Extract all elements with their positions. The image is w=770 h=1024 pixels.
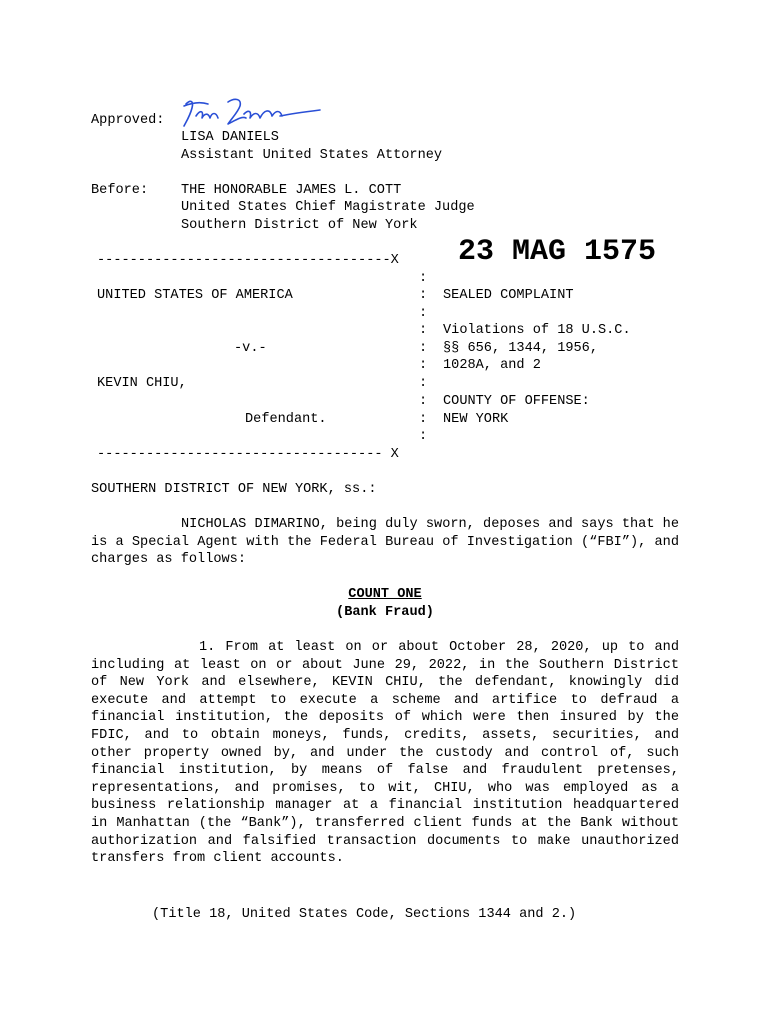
violations-line: 1028A, and 2 (443, 358, 541, 373)
caption-colon: : (419, 323, 428, 338)
county-label: COUNTY OF OFFENSE: (443, 394, 590, 409)
caption-colon: : (419, 271, 428, 286)
judge-name: THE HONORABLE JAMES L. COTT (181, 183, 402, 198)
caption-colon: : (419, 429, 428, 444)
caption-colon: : (419, 412, 428, 427)
docket-number: 23 MAG 1575 (458, 235, 657, 269)
caption-colon: : (419, 341, 428, 356)
venue-line: SOUTHERN DISTRICT OF NEW YORK, ss.: (91, 482, 377, 497)
caption-colon: : (419, 358, 428, 373)
before-label: Before: (91, 183, 149, 198)
county-value: NEW YORK (443, 412, 509, 427)
judge-title: United States Chief Magistrate Judge (181, 200, 475, 215)
plaintiff-name: UNITED STATES OF AMERICA (97, 288, 293, 303)
statute-citation: (Title 18, United States Code, Sections 1344 and 2.) (152, 907, 577, 922)
intro-paragraph: NICHOLAS DIMARINO, being duly sworn, deposes and says that he is a Special Agent with the Federal Bureau of Investigation (“FBI”), and charges as follows: (91, 517, 679, 568)
judge-district: Southern District of New York (181, 218, 418, 233)
violations-line: §§ 656, 1344, 1956, (443, 341, 598, 356)
violations-line: Violations of 18 U.S.C. (443, 323, 631, 338)
approved-label: Approved: (91, 113, 165, 128)
caption-bottom-rule: ----------------------------------- X (97, 447, 399, 462)
caption-colon: : (419, 306, 428, 321)
versus-label: -v.- (234, 341, 267, 356)
count-subheading: (Bank Fraud) (336, 605, 434, 620)
paragraph-1: 1. From at least on or about October 28, 2020, up to and including at least on or about June 29, 2022, in the Southern District of New York and elsewhere, KEVIN CHIU, the defendant, knowingly did execute and attempt to execute a scheme and artifice to defraud a financial institution, the deposits of which were then insured by the FDIC, and to obtain moneys, funds, credits, assets, securities, and other property owned by, and under the custody and control of, such financial institution, by means of false and fraudulent pretenses, representations, and promises, to wit, CHIU, who was employed as a business relationship manager at a financial institution headquartered in Manhattan (the “Bank”), transferred client funds at the Bank without authorization and falsified transaction documents to make unauthorized transfers from client accounts. (91, 640, 679, 867)
signature-graphic (180, 96, 322, 130)
caption-colon: : (419, 288, 428, 303)
defendant-name: KEVIN CHIU, (97, 376, 187, 391)
caption-colon: : (419, 394, 428, 409)
approver-title: Assistant United States Attorney (181, 148, 443, 163)
caption-top-rule: ------------------------------------X (97, 253, 399, 268)
count-heading: COUNT ONE (348, 587, 422, 602)
defendant-label: Defendant. (245, 412, 327, 427)
approver-name: LISA DANIELS (181, 130, 279, 145)
complaint-title: SEALED COMPLAINT (443, 288, 574, 303)
caption-colon: : (419, 376, 428, 391)
